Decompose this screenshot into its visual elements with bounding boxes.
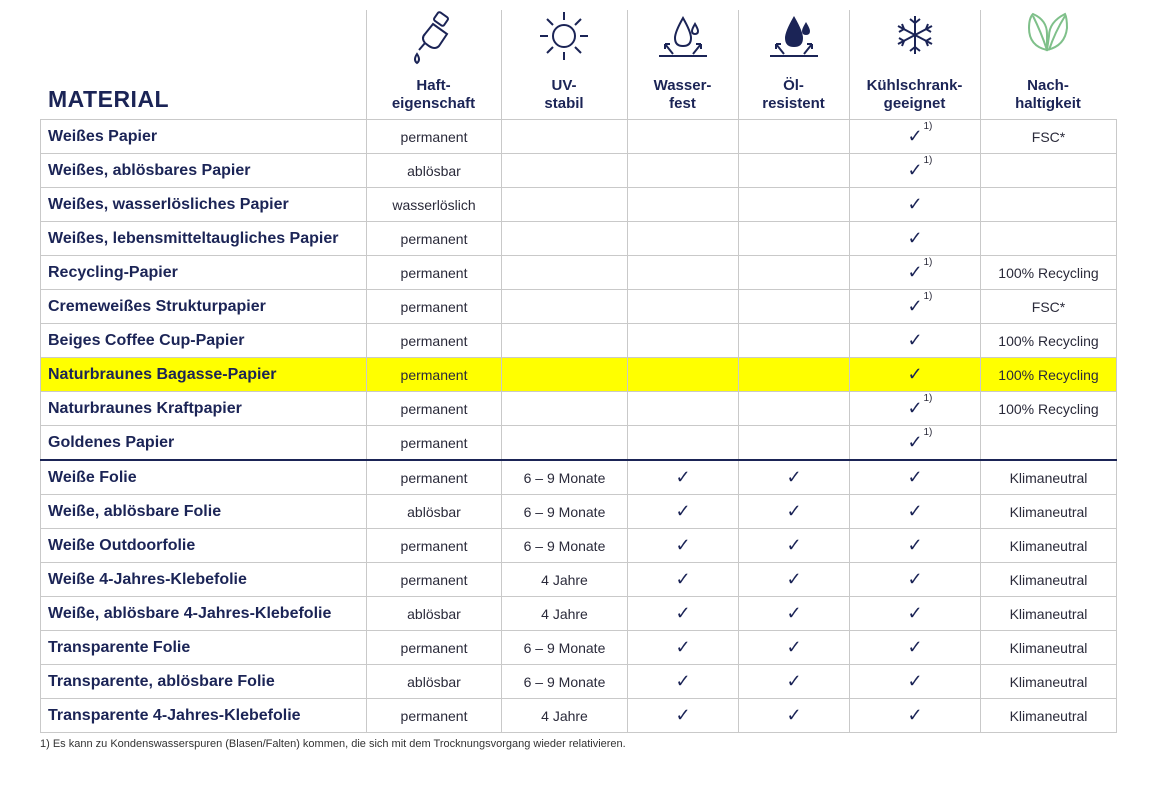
uv-value	[502, 358, 628, 392]
check-icon: ✓	[786, 705, 802, 725]
column-header-haft	[366, 0, 501, 119]
kuehl-cell	[850, 563, 981, 597]
haft-value: permanent	[367, 426, 502, 461]
uv-value	[502, 222, 628, 256]
wasser-cell	[628, 154, 739, 188]
table-row	[41, 188, 1117, 222]
wasser-cell	[628, 290, 739, 324]
uv-value: 6 – 9 Monate	[502, 529, 628, 563]
check-icon: ✓	[675, 569, 691, 589]
snowflake-icon	[849, 10, 980, 66]
check-icon: ✓	[675, 637, 691, 657]
nachhaltigkeit-value: Klimaneutral	[981, 631, 1117, 665]
kuehl-cell	[850, 154, 981, 188]
footnote-mark: 1)	[923, 121, 933, 132]
wasser-cell	[628, 699, 739, 733]
nachhaltigkeit-value: 100% Recycling	[981, 392, 1117, 426]
oel-cell	[739, 358, 850, 392]
kuehl-cell	[850, 631, 981, 665]
column-label-line2: resistent	[762, 95, 825, 112]
check-with-footnote	[907, 257, 933, 282]
oel-cell	[739, 529, 850, 563]
kuehl-cell	[850, 290, 981, 324]
oel-cell	[739, 597, 850, 631]
table-row	[41, 392, 1117, 426]
water-drop-icon	[627, 10, 738, 66]
footnote-mark: 1)	[923, 427, 933, 438]
uv-value: 4 Jahre	[502, 563, 628, 597]
kuehl-cell	[850, 495, 981, 529]
material-name: Weißes, ablösbares Papier	[41, 154, 367, 188]
table-row	[41, 358, 1117, 392]
oel-cell	[739, 120, 850, 154]
material-name: Naturbraunes Kraftpapier	[41, 392, 367, 426]
oel-cell	[739, 222, 850, 256]
material-name: Recycling-Papier	[41, 256, 367, 290]
nachhaltigkeit-value: Klimaneutral	[981, 597, 1117, 631]
oel-cell	[739, 563, 850, 597]
material-table	[40, 119, 1117, 733]
haft-value: permanent	[367, 699, 502, 733]
column-label-line1: Wasser-	[653, 77, 712, 94]
check-icon: ✓	[907, 467, 923, 487]
haft-value: ablösbar	[367, 154, 502, 188]
material-name: Transparente, ablösbare Folie	[41, 665, 367, 699]
haft-value: permanent	[367, 460, 502, 495]
table-header	[40, 0, 1116, 119]
check-icon: ✓	[907, 364, 923, 384]
check-icon: ✓	[907, 671, 923, 691]
nachhaltigkeit-value: FSC*	[981, 290, 1117, 324]
column-label-line2: geeignet	[883, 95, 946, 112]
column-label-line2: fest	[669, 95, 696, 112]
check-icon: ✓	[907, 569, 923, 589]
kuehl-cell	[850, 188, 981, 222]
oel-cell	[739, 699, 850, 733]
kuehl-cell	[850, 392, 981, 426]
kuehl-cell	[850, 426, 981, 461]
uv-value	[502, 324, 628, 358]
column-header-oel	[738, 0, 849, 119]
table-row	[41, 460, 1117, 495]
nachhaltigkeit-value: 100% Recycling	[981, 256, 1117, 290]
kuehl-cell	[850, 699, 981, 733]
material-name: Weiße, ablösbare Folie	[41, 495, 367, 529]
glue-bottle-icon	[366, 10, 501, 66]
check-icon: ✓	[786, 467, 802, 487]
nachhaltigkeit-value: Klimaneutral	[981, 665, 1117, 699]
wasser-cell	[628, 120, 739, 154]
wasser-cell	[628, 392, 739, 426]
check-icon: ✓	[675, 705, 691, 725]
uv-value	[502, 290, 628, 324]
kuehl-cell	[850, 460, 981, 495]
table-row	[41, 222, 1117, 256]
nachhaltigkeit-value	[981, 188, 1117, 222]
table-row	[41, 154, 1117, 188]
column-header-uv	[501, 0, 627, 119]
material-name: Weiße Folie	[41, 460, 367, 495]
oel-cell	[739, 460, 850, 495]
footnote-mark: 1)	[923, 155, 933, 166]
check-icon: ✓	[786, 671, 802, 691]
uv-value	[502, 154, 628, 188]
uv-value	[502, 256, 628, 290]
wasser-cell	[628, 563, 739, 597]
uv-value: 6 – 9 Monate	[502, 631, 628, 665]
column-header-nach	[980, 0, 1116, 119]
nachhaltigkeit-value: 100% Recycling	[981, 358, 1117, 392]
wasser-cell	[628, 460, 739, 495]
table-row	[41, 256, 1117, 290]
uv-value: 4 Jahre	[502, 597, 628, 631]
table-row	[41, 324, 1117, 358]
material-name: Weiße 4-Jahres-Klebefolie	[41, 563, 367, 597]
wasser-cell	[628, 665, 739, 699]
column-label-line1: Kühlschrank-	[866, 77, 963, 94]
leaf-icon	[980, 10, 1116, 66]
check-icon: ✓	[675, 603, 691, 623]
check-with-footnote	[907, 393, 933, 418]
check-icon: ✓	[786, 637, 802, 657]
material-name: Goldenes Papier	[41, 426, 367, 461]
wasser-cell	[628, 495, 739, 529]
haft-value: permanent	[367, 563, 502, 597]
haft-value: ablösbar	[367, 597, 502, 631]
footnote-mark: 1)	[923, 393, 933, 404]
check-icon: ✓	[907, 228, 923, 248]
oil-drop-icon	[738, 10, 849, 66]
wasser-cell	[628, 324, 739, 358]
material-name: Weiße, ablösbare 4-Jahres-Klebefolie	[41, 597, 367, 631]
nachhaltigkeit-value: FSC*	[981, 120, 1117, 154]
nachhaltigkeit-value	[981, 222, 1117, 256]
check-icon: ✓	[907, 603, 923, 623]
wasser-cell	[628, 426, 739, 461]
footnote-mark: 1)	[923, 257, 933, 268]
column-header-kuehl	[849, 0, 980, 119]
check-icon: ✓	[675, 467, 691, 487]
wasser-cell	[628, 529, 739, 563]
table-row	[41, 290, 1117, 324]
material-title: MATERIAL	[48, 86, 170, 112]
haft-value: permanent	[367, 631, 502, 665]
check-icon: ✓	[675, 671, 691, 691]
haft-value: permanent	[367, 529, 502, 563]
footnote: 1) Es kann zu Kondenswasserspuren (Blasen/Falten) kommen, die sich mit dem Trocknungsvorgang wieder relativieren.	[40, 738, 626, 750]
column-label-line1: Nach-	[1027, 77, 1069, 94]
uv-value	[502, 188, 628, 222]
check-icon: ✓	[907, 501, 923, 521]
wasser-cell	[628, 256, 739, 290]
check-icon: ✓	[907, 637, 923, 657]
oel-cell	[739, 154, 850, 188]
oel-cell	[739, 631, 850, 665]
table-row	[41, 120, 1117, 154]
nachhaltigkeit-value: 100% Recycling	[981, 324, 1117, 358]
check-icon: ✓	[786, 535, 802, 555]
table-row	[41, 631, 1117, 665]
check-icon: ✓	[675, 501, 691, 521]
check-icon: ✓	[907, 535, 923, 555]
material-name: Transparente Folie	[41, 631, 367, 665]
uv-value: 6 – 9 Monate	[502, 665, 628, 699]
table-row	[41, 699, 1117, 733]
table-row	[41, 426, 1117, 461]
nachhaltigkeit-value: Klimaneutral	[981, 495, 1117, 529]
nachhaltigkeit-value: Klimaneutral	[981, 699, 1117, 733]
check-icon: ✓	[786, 569, 802, 589]
haft-value: permanent	[367, 290, 502, 324]
column-header-wasser	[627, 0, 738, 119]
material-name: Beiges Coffee Cup-Papier	[41, 324, 367, 358]
material-name: Weißes, wasserlösliches Papier	[41, 188, 367, 222]
column-label-line1: UV-	[551, 77, 577, 94]
kuehl-cell	[850, 665, 981, 699]
check-icon: ✓	[907, 194, 923, 214]
nachhaltigkeit-value: Klimaneutral	[981, 563, 1117, 597]
uv-value: 6 – 9 Monate	[502, 460, 628, 495]
check-icon: ✓	[786, 603, 802, 623]
kuehl-cell	[850, 597, 981, 631]
check-with-footnote	[907, 427, 933, 452]
kuehl-cell	[850, 120, 981, 154]
check-icon: ✓	[907, 398, 923, 418]
nachhaltigkeit-value: Klimaneutral	[981, 529, 1117, 563]
material-name: Naturbraunes Bagasse-Papier	[41, 358, 367, 392]
oel-cell	[739, 290, 850, 324]
oel-cell	[739, 495, 850, 529]
material-name: Transparente 4-Jahres-Klebefolie	[41, 699, 367, 733]
haft-value: permanent	[367, 324, 502, 358]
kuehl-cell	[850, 256, 981, 290]
haft-value: ablösbar	[367, 495, 502, 529]
material-name: Weißes Papier	[41, 120, 367, 154]
check-icon: ✓	[907, 330, 923, 350]
oel-cell	[739, 256, 850, 290]
haft-value: permanent	[367, 392, 502, 426]
haft-value: permanent	[367, 120, 502, 154]
table-row	[41, 563, 1117, 597]
oel-cell	[739, 665, 850, 699]
table-row	[41, 597, 1117, 631]
sun-icon	[501, 10, 627, 66]
column-label-line1: Öl-	[783, 77, 804, 94]
haft-value: permanent	[367, 222, 502, 256]
table-row	[41, 665, 1117, 699]
check-icon: ✓	[907, 160, 923, 180]
check-icon: ✓	[907, 126, 923, 146]
haft-value: wasserlöslich	[367, 188, 502, 222]
oel-cell	[739, 188, 850, 222]
uv-value	[502, 426, 628, 461]
oel-cell	[739, 324, 850, 358]
haft-value: permanent	[367, 358, 502, 392]
table-row	[41, 495, 1117, 529]
nachhaltigkeit-value: Klimaneutral	[981, 460, 1117, 495]
material-name: Cremeweißes Strukturpapier	[41, 290, 367, 324]
oel-cell	[739, 392, 850, 426]
uv-value: 4 Jahre	[502, 699, 628, 733]
kuehl-cell	[850, 324, 981, 358]
nachhaltigkeit-value	[981, 154, 1117, 188]
check-icon: ✓	[675, 535, 691, 555]
uv-value	[502, 120, 628, 154]
column-label-line1: Haft-	[416, 77, 451, 94]
material-name: Weiße Outdoorfolie	[41, 529, 367, 563]
kuehl-cell	[850, 222, 981, 256]
wasser-cell	[628, 188, 739, 222]
table-row	[41, 529, 1117, 563]
footnote-mark: 1)	[923, 291, 933, 302]
check-with-footnote	[907, 155, 933, 180]
column-label-line2: eigenschaft	[391, 95, 476, 112]
haft-value: permanent	[367, 256, 502, 290]
wasser-cell	[628, 631, 739, 665]
check-icon: ✓	[907, 705, 923, 725]
uv-value: 6 – 9 Monate	[502, 495, 628, 529]
kuehl-cell	[850, 529, 981, 563]
haft-value: ablösbar	[367, 665, 502, 699]
oel-cell	[739, 426, 850, 461]
check-icon: ✓	[907, 262, 923, 282]
check-icon: ✓	[907, 432, 923, 452]
check-with-footnote	[907, 121, 933, 146]
kuehl-cell	[850, 358, 981, 392]
check-icon: ✓	[907, 296, 923, 316]
uv-value	[502, 392, 628, 426]
column-label-line2: haltigkeit	[1015, 95, 1081, 112]
column-label-line2: stabil	[544, 95, 584, 112]
wasser-cell	[628, 358, 739, 392]
wasser-cell	[628, 597, 739, 631]
check-icon: ✓	[786, 501, 802, 521]
wasser-cell	[628, 222, 739, 256]
check-with-footnote	[907, 291, 933, 316]
nachhaltigkeit-value	[981, 426, 1117, 461]
material-name: Weißes, lebensmitteltaugliches Papier	[41, 222, 367, 256]
